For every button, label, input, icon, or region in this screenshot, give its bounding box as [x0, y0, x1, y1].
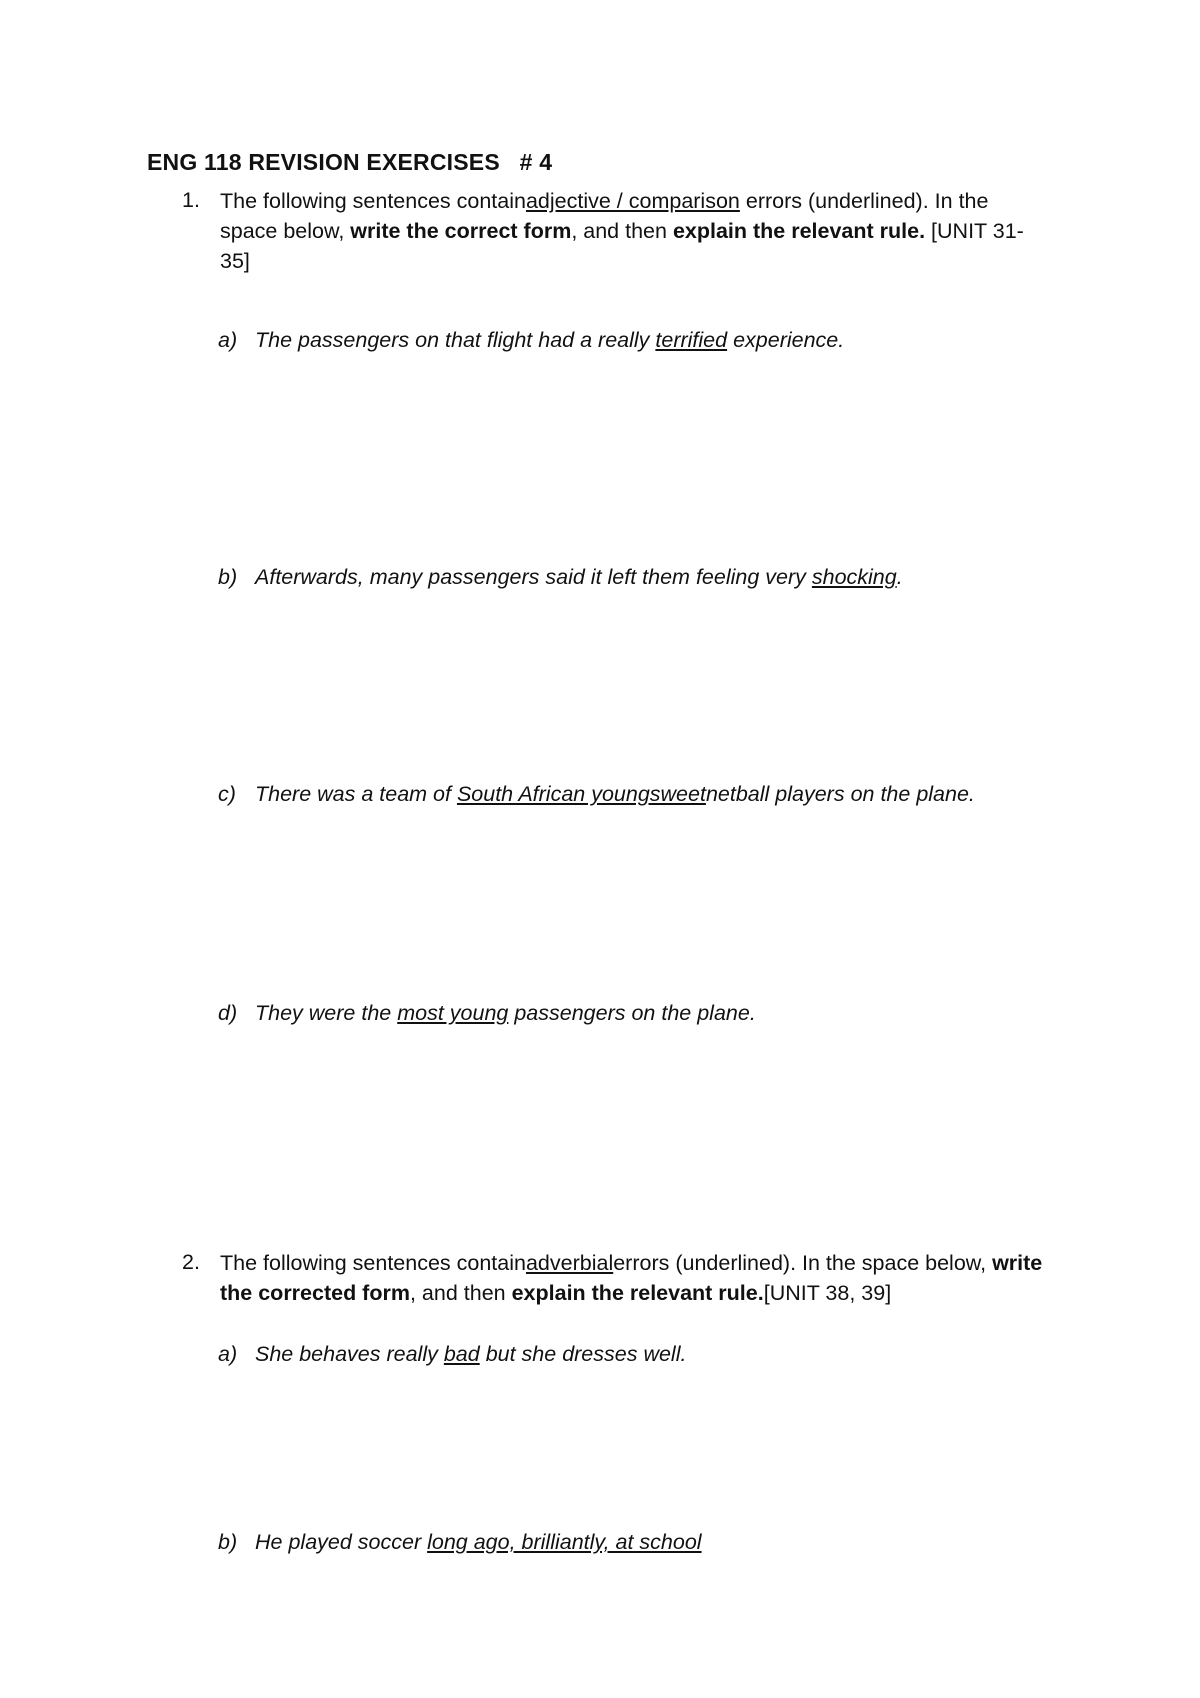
document-title: ENG 118 REVISION EXERCISES # 4	[147, 149, 553, 175]
underlined-error: bad	[443, 1342, 480, 1366]
question-2-instructions: The following sentences containadverbialerrors (underlined). In the space below, write the corrected form, and then explain the relevant rule.[UNIT 38, 39]	[220, 1251, 1043, 1305]
question-1d: d) They were the most young passengers on the plane.	[218, 1001, 756, 1025]
question-1-error-type: adjective / comparison	[525, 189, 740, 213]
question-1-instructions: The following sentences containadjective / comparison errors (underlined). In the space below, write the correct form, and then explain the relevant rule. [UNIT 31-35]	[220, 189, 1024, 273]
underlined-error: long ago, brilliantly, at school	[427, 1530, 702, 1554]
underlined-error: terrified	[655, 328, 728, 352]
question-1b: b) Afterwards, many passengers said it left them feeling very shocking.	[218, 565, 903, 589]
question-2-number: 2.	[182, 1250, 200, 1274]
question-2-error-type: adverbial	[525, 1251, 614, 1275]
question-2b: b) He played soccer long ago, brilliantly, at school	[218, 1530, 702, 1554]
underlined-error: South African youngsweet	[456, 782, 706, 806]
underlined-error: shocking	[811, 565, 897, 589]
question-1a: a) The passengers on that flight had a really terrified experience.	[218, 328, 845, 352]
question-1c: c) There was a team of South African youngsweetnetball players on the plane.	[218, 782, 975, 806]
question-2a: a) She behaves really bad but she dresses well.	[218, 1342, 687, 1366]
underlined-error: most young	[397, 1001, 509, 1025]
question-1-number: 1.	[182, 188, 200, 212]
